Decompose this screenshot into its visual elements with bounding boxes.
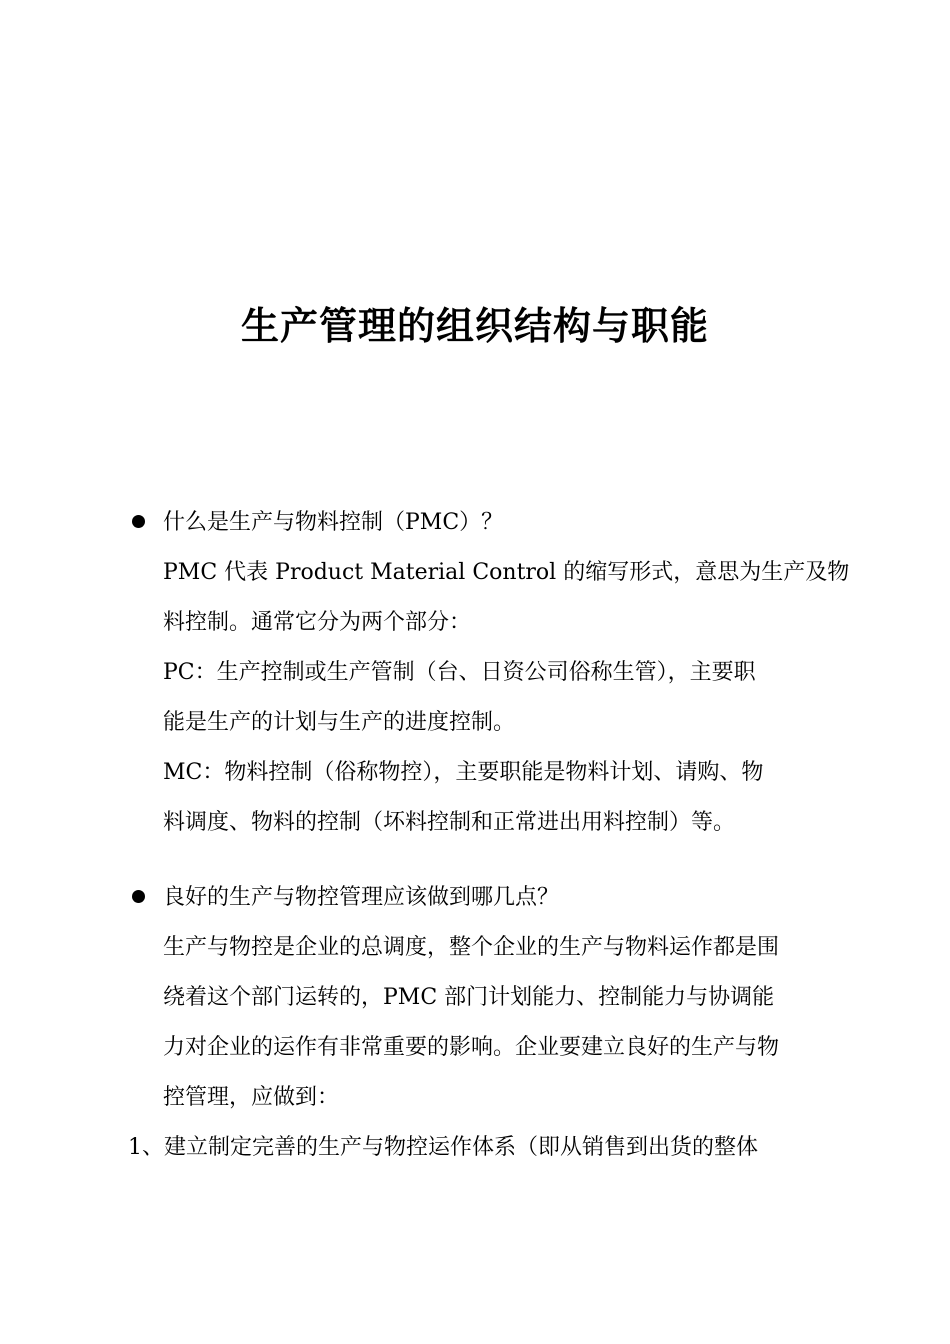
section-1-line-3: PC：生产控制或生产管制（台、日资公司俗称生管），主要职 [163, 660, 756, 685]
section-1-line-6: 料调度、物料的控制（坏料控制和正常进出用料控制）等。 [163, 810, 736, 835]
bullet-dot-icon [132, 515, 145, 528]
section-2-line-2: 绕着这个部门运转的，PMC 部门计划能力、控制能力与协调能 [163, 985, 775, 1010]
section-2-heading: 良好的生产与物控管理应该做到哪几点？ [163, 885, 560, 910]
section-1-heading-row [0, 498, 950, 548]
numbered-item-1: 1、建立制定完善的生产与物控运作体系（即从销售到出货的整体 [128, 1135, 758, 1160]
section-1-line-5: MC：物料控制（俗称物控），主要职能是物料计划、请购、物 [163, 760, 764, 785]
section-2-line-3: 力对企业的运作有非常重要的影响。企业要建立良好的生产与物 [163, 1035, 780, 1060]
section-2-heading-row [0, 873, 950, 923]
section-2-line-4: 控管理，应做到： [163, 1085, 340, 1110]
bullet-dot-icon [132, 890, 145, 903]
section-1-line-4: 能是生产的计划与生产的进度控制。 [163, 710, 516, 735]
document-title: 生产管理的组织结构与职能 [240, 304, 709, 348]
section-1-line-2: 料控制。通常它分为两个部分： [163, 610, 472, 635]
section-2-line-1: 生产与物控是企业的总调度，整个企业的生产与物料运作都是围 [163, 935, 780, 960]
section-1-line-1: PMC 代表 Product Material Control 的缩写形式，意思为生产及物 [163, 560, 850, 585]
section-1-heading: 什么是生产与物料控制（PMC）？ [163, 510, 504, 535]
